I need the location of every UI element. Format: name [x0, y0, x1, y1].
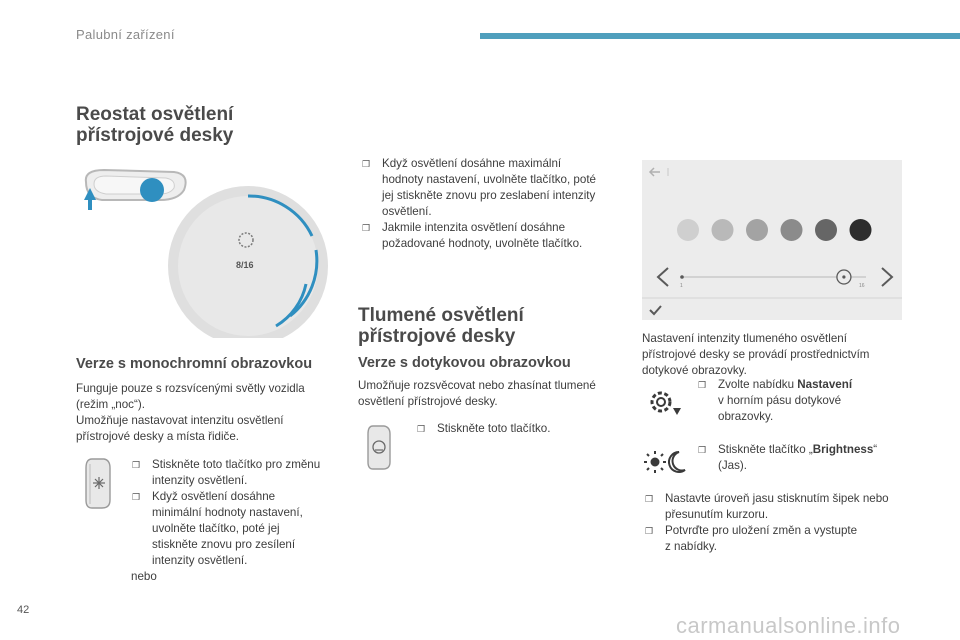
- monochrome-bullet-min: ❒ Když osvětlení dosáhne minimální hodnoty nastavení, uvolněte tlačítko, poté jej stiskněte znovu pro zesílení intenzity osvětlení.: [132, 489, 342, 569]
- touch-heading: Verze s dotykovou obrazovkou: [358, 355, 571, 371]
- monochrome-heading: Verze s monochromní obrazovkou: [76, 356, 313, 372]
- bullet-confirm: ❒ Potvrďte pro uložení změn a vystupte z nabídky.: [645, 523, 920, 555]
- rheostat-title-line1: Reostat osvětlení: [76, 104, 234, 125]
- bullet-line: [718, 377, 898, 393]
- confirm-check-icon[interactable]: [650, 306, 661, 314]
- color-swatch[interactable]: [677, 219, 699, 241]
- bullet-line: stiskněte znovu pro zesílení: [152, 538, 296, 551]
- track-start-dot: [680, 275, 684, 279]
- brightness-bullet: [698, 442, 908, 474]
- bullet-line: intenzity osvětlení.: [152, 474, 248, 487]
- bullet-line: požadované hodnoty, uvolněte tlačítko.: [382, 237, 583, 250]
- bullet-text: Stiskněte tlačítko „: [718, 443, 813, 456]
- touchscreen-illustration: [642, 160, 902, 320]
- bullet-line: Stiskněte toto tlačítko.: [437, 422, 551, 435]
- bullet-line: minimální hodnoty nastavení,: [152, 506, 303, 519]
- touchscreen-svg: [642, 160, 902, 320]
- dimmer-button-highlight: [140, 178, 164, 202]
- color-swatch[interactable]: [815, 219, 837, 241]
- intro-line: Funguje pouze s rozsvícenými světly vozidla: [76, 382, 305, 395]
- color-swatches: [677, 219, 872, 241]
- bullet-text: Zvolte nabídku: [718, 378, 798, 391]
- stalk-illustration: [84, 170, 186, 210]
- intro-line: Umožňuje nastavovat intenzitu osvětlení: [76, 414, 284, 427]
- dimmer-button-icon: [84, 456, 112, 510]
- bullet-line: osvětlení.: [382, 205, 432, 218]
- bullet-adjust: ❒ Nastavte úroveň jasu stisknutím šipek nebo přesunutím kurzoru.: [645, 491, 920, 523]
- header-accent-bar: [480, 33, 960, 39]
- rheostat-title: [76, 104, 233, 146]
- bullet-line: Jakmile intenzita osvětlení dosáhne: [382, 221, 566, 234]
- bullet-line: Potvrďte pro uložení změn a vystupte: [665, 524, 858, 537]
- bullet-line: Nastavte úroveň jasu stisknutím šipek nebo: [665, 492, 889, 505]
- bullet-line: intenzity osvětlení.: [152, 554, 248, 567]
- bullet-line: hodnoty nastavení, uvolněte tlačítko, poté: [382, 173, 596, 186]
- bullet-line: z nabídky.: [665, 540, 717, 553]
- brightness-slider-knob[interactable]: [837, 270, 851, 284]
- touch-bullet-list: [417, 421, 617, 437]
- color-swatch[interactable]: [850, 219, 872, 241]
- back-arrow-icon: [650, 168, 660, 176]
- dimmed-title-line2: přístrojové desky: [358, 326, 516, 347]
- monochrome-bullet-press: ❒ Stiskněte toto tlačítko pro změnu intenzity osvětlení.: [132, 457, 342, 489]
- max-bullet-list: [362, 156, 622, 252]
- bullet-line: v horním pásu dotykové: [718, 394, 842, 407]
- bullet-line: jej stiskněte znovu pro zeslabení intenzity: [382, 189, 596, 202]
- section-title: Palubní zařízení: [76, 27, 175, 42]
- intro-line: dotykové obrazovky.: [642, 364, 747, 377]
- menu-bullet: [698, 377, 898, 425]
- intro-line: osvětlení přístrojové desky.: [358, 395, 498, 408]
- intro-line: (režim „noc“).: [76, 398, 145, 411]
- bullet-line: [718, 442, 908, 458]
- watermark: carmanualsonline.info: [676, 613, 901, 638]
- dimmed-title: [358, 305, 524, 347]
- bullet-line: (Jas).: [718, 459, 747, 472]
- brightness-sun-moon-icon: [643, 448, 689, 476]
- bullet-line: Když osvětlení dosáhne: [152, 490, 276, 503]
- bullet-line: uvolněte tlačítko, poté jej: [152, 522, 280, 535]
- rheostat-title-line2: přístrojové desky: [76, 125, 234, 146]
- adjust-bullet-list: [645, 491, 920, 555]
- monochrome-intro: [76, 381, 336, 445]
- nebo-text: nebo: [131, 570, 157, 583]
- intro-line: Umožňuje rozsvěcovat nebo zhasínat tlumené: [358, 379, 596, 392]
- intro-line: přístrojové desky a místa řidiče.: [76, 430, 240, 443]
- chevron-left-icon[interactable]: [658, 268, 668, 286]
- menu-name-settings: Nastavení: [797, 378, 853, 391]
- bullet-desired: ❒ Jakmile intenzita osvětlení dosáhne požadované hodnoty, uvolněte tlačítko.: [362, 220, 622, 252]
- button-name-brightness: Brightness: [812, 443, 874, 456]
- bullet-select-menu: ❒ Zvolte nabídku Nastavení v horním pásu dotykové obrazovky.: [698, 377, 898, 425]
- knob-center: [842, 275, 845, 278]
- intro-line: přístrojové desky se provádí prostřednictvím: [642, 348, 870, 361]
- touch-intro: [358, 378, 628, 410]
- bullet-press-brightness: ❒ Stiskněte tlačítko „Brightness“ (Jas).: [698, 442, 908, 474]
- slider-min-mark: 1: [680, 283, 683, 289]
- intro-line: Nastavení intenzity tlumeného osvětlení: [642, 332, 847, 345]
- page-number: 42: [17, 604, 30, 616]
- dimmed-title-line1: Tlumené osvětlení: [358, 305, 524, 326]
- monochrome-bullet-list: [132, 457, 342, 569]
- settings-gear-icon: [647, 386, 687, 418]
- color-swatch[interactable]: [712, 219, 734, 241]
- slider-max-mark: 16: [859, 283, 865, 289]
- bullet-line: přesunutím kurzoru.: [665, 508, 769, 521]
- color-swatch[interactable]: [781, 219, 803, 241]
- bullet-text: “: [873, 443, 878, 456]
- instrument-dial-illustration: [80, 166, 330, 338]
- bullet-line: Stiskněte toto tlačítko pro změnu: [152, 458, 321, 471]
- chevron-right-icon[interactable]: [882, 268, 892, 286]
- bullet-max: ❒ Když osvětlení dosáhne maximální hodnoty nastavení, uvolněte tlačítko, poté jej stiskněte znovu pro zeslabení intenzity osvětlení.: [362, 156, 622, 220]
- touchscreen-intro: [642, 331, 912, 379]
- bullet-line: Když osvětlení dosáhne maximální: [382, 157, 562, 170]
- dial-value: 8/16: [236, 260, 254, 270]
- bullet-press-touch: ❒ Stiskněte toto tlačítko.: [417, 421, 617, 437]
- dimmed-lighting-button-icon: [366, 423, 392, 471]
- bullet-line: obrazovky.: [718, 410, 774, 423]
- color-swatch[interactable]: [746, 219, 768, 241]
